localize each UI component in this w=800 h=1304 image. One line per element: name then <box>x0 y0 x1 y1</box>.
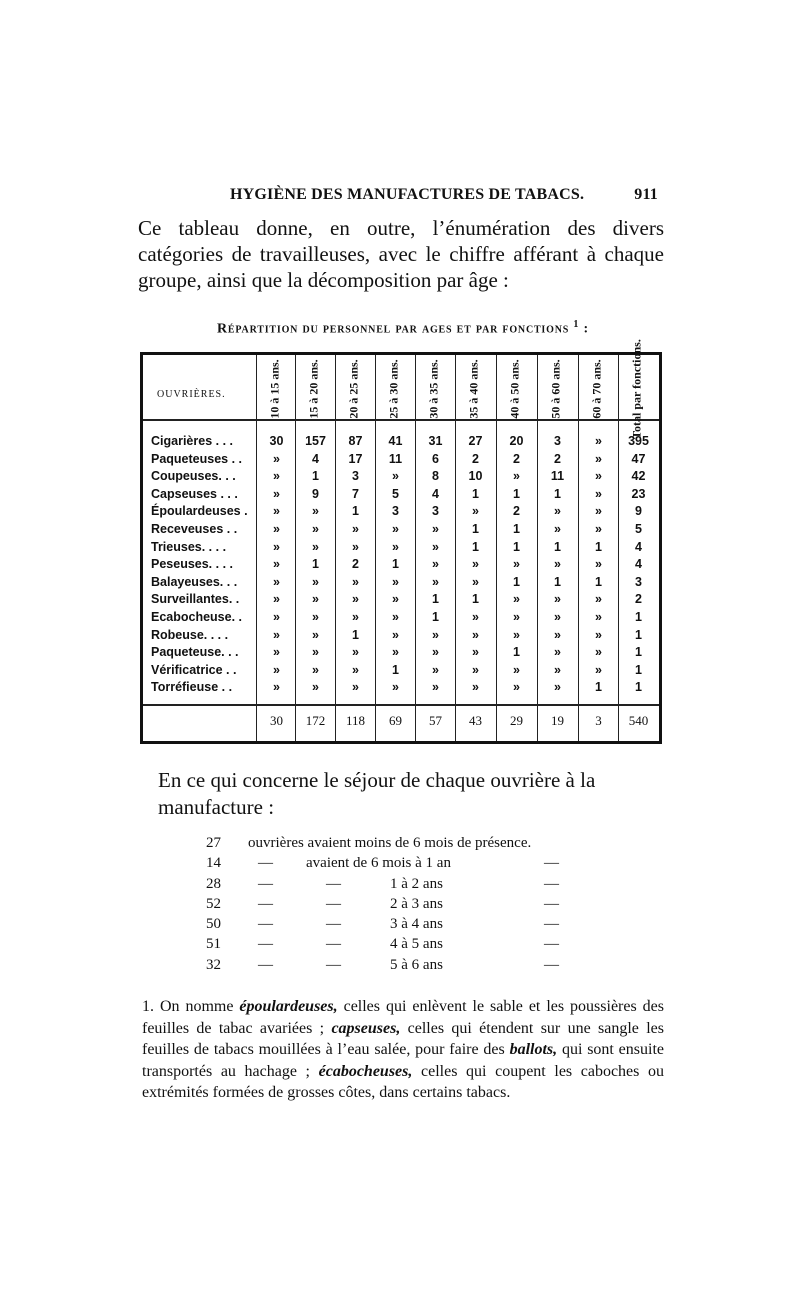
row-name: Cigarières . . . <box>151 434 233 448</box>
row-names <box>151 434 263 698</box>
table-cell: » <box>352 662 359 677</box>
table-cell: 1 <box>472 539 479 554</box>
column-total: 43 <box>469 713 482 728</box>
table-cell: » <box>513 662 520 677</box>
table-cell: » <box>595 451 602 466</box>
column-header <box>538 361 574 417</box>
stay-cell: — <box>544 855 559 872</box>
stay-cell: — <box>258 936 273 953</box>
column-total: 3 <box>595 713 602 728</box>
table-cell: » <box>595 662 602 677</box>
row-name: Ecabocheuse. . <box>151 609 243 624</box>
table-cell: » <box>472 645 479 660</box>
table-cell: » <box>595 504 602 519</box>
table-cell: 2 <box>352 557 359 572</box>
table-cell: » <box>312 592 319 607</box>
table-cell: » <box>432 521 439 536</box>
table-cell: 3 <box>554 434 561 448</box>
table-cell: » <box>513 469 520 484</box>
value-column <box>416 434 455 698</box>
row-name: Balayeuses. . . <box>151 574 238 589</box>
table-cell: » <box>554 645 561 660</box>
table-cell: » <box>273 486 280 501</box>
column-header <box>619 339 655 439</box>
table-cell: » <box>273 609 280 624</box>
row-name: Époulardeuses . <box>151 504 248 519</box>
row-rule <box>143 704 659 706</box>
table-cell: 3 <box>392 504 399 519</box>
stay-cell: ouvrières avaient moins de 6 mois de présence. <box>248 835 532 851</box>
column-header-text: 15 à 20 ans. <box>306 359 321 419</box>
table-cell: 30 <box>269 434 284 448</box>
stay-row <box>206 835 626 855</box>
column-header-text: 20 à 25 ans. <box>346 359 361 419</box>
stay-row <box>206 936 626 956</box>
footnote <box>142 996 664 1104</box>
table-cell: 2 <box>554 451 561 466</box>
table-cell: 9 <box>312 486 319 501</box>
stay-row <box>206 957 626 977</box>
footnote-text: 1. On nomme <box>142 998 240 1015</box>
table-cell: 3 <box>432 504 439 519</box>
column-header-text: 60 à 70 ans. <box>589 359 604 419</box>
table-cell: 2 <box>513 504 520 519</box>
table-cell: 1 <box>513 521 520 536</box>
table-cell: 4 <box>312 451 319 466</box>
table-cell: 7 <box>352 486 359 501</box>
stay-cell: 5 à 6 ans <box>390 956 443 973</box>
stay-row <box>206 896 626 916</box>
footnote-text: celles qui enlèvent le sable et les poussières des feuilles de tabac avariées ; <box>142 998 664 1037</box>
table-cell: » <box>472 662 479 677</box>
footnote-text: celles qui étendent sur une sangle les feuilles de tabacs mouillées à l’eau salée, pour faire des <box>142 1019 664 1058</box>
table-cell: 1 <box>554 539 561 554</box>
footnote-term: époulardeuses, <box>239 998 338 1015</box>
age-distribution-table <box>140 339 662 744</box>
stay-cell: — <box>258 895 273 912</box>
table-cell: » <box>432 627 439 642</box>
table-cell: » <box>513 627 520 642</box>
table-cell: » <box>595 627 602 642</box>
table-cell: 9 <box>635 504 642 519</box>
stay-cell: — <box>544 936 559 953</box>
table-cell: 1 <box>312 557 319 572</box>
table-cell: 1 <box>352 504 359 519</box>
table-cell: » <box>554 662 561 677</box>
row-header-label: OUVRIÈRES. <box>157 389 226 400</box>
table-cell: 1 <box>513 574 520 589</box>
stay-cell: — <box>326 936 341 953</box>
table-cell: » <box>312 539 319 554</box>
table-cell: » <box>595 592 602 607</box>
table-cell: 1 <box>392 557 399 572</box>
stay-cell: 2 à 3 ans <box>390 895 443 912</box>
table-cell: 4 <box>432 486 439 501</box>
table-cell: 8 <box>432 469 439 484</box>
footnote-term: capseuses, <box>331 1019 401 1037</box>
column-total: 69 <box>389 713 402 728</box>
table-cell: 1 <box>513 539 520 554</box>
stay-cell: 52 <box>206 895 221 912</box>
row-name: Paqueteuse. . . <box>151 645 239 660</box>
table-cell: 87 <box>348 434 363 448</box>
table-cell: 42 <box>631 469 646 484</box>
table-cell: » <box>352 609 359 624</box>
intro-paragraph: Ce tableau donne, en outre, l’énumération des divers catégories de travailleuses, avec le chiffre afférant à chaque groupe, ainsi que la décomposition par âge : <box>138 216 664 292</box>
table-cell: 17 <box>348 451 363 466</box>
table-cell: 6 <box>432 451 439 466</box>
value-column <box>296 434 335 698</box>
table-title: Répartition du personnel par ages et par fonctions $^1$ : <box>217 319 589 337</box>
table-cell: » <box>392 521 399 536</box>
table-cell: » <box>392 592 399 607</box>
table-cell: » <box>513 680 520 695</box>
table-cell: » <box>352 592 359 607</box>
table-cell: » <box>273 592 280 607</box>
column-header <box>579 361 615 417</box>
column-header-text: Total par fonctions. <box>629 339 644 439</box>
value-column <box>619 434 658 698</box>
table-cell: 23 <box>631 486 646 501</box>
table-cell: » <box>273 645 280 660</box>
stay-cell: — <box>544 956 559 973</box>
row-name: Receveuses . . <box>151 521 238 536</box>
stay-cell: 3 à 4 ans <box>390 916 443 933</box>
stay-cell: — <box>258 916 273 933</box>
stay-cell: — <box>544 875 559 892</box>
footnote-term: ballots, <box>509 1041 558 1058</box>
table-cell: 1 <box>635 680 642 695</box>
column-header <box>336 361 372 417</box>
column-total: 19 <box>551 713 564 728</box>
table-cell: 11 <box>550 469 565 484</box>
table-cell: 4 <box>635 539 642 554</box>
table-cell: 1 <box>312 469 319 484</box>
table-cell: » <box>392 627 399 642</box>
table-cell: 10 <box>468 469 483 484</box>
table-cell: » <box>392 645 399 660</box>
row-name: Torréfieuse . . <box>151 680 233 695</box>
table-cell: » <box>472 627 479 642</box>
table-cell: » <box>273 451 280 466</box>
table-cell: 395 <box>628 434 649 448</box>
stay-cell: 50 <box>206 916 221 933</box>
table-cell: 1 <box>635 662 642 677</box>
table-cell: » <box>432 574 439 589</box>
stay-cell: 14 <box>206 855 221 872</box>
footnote-mark: 1 <box>573 319 580 330</box>
table-cell: » <box>554 557 561 572</box>
value-column <box>257 434 296 698</box>
table-cell: » <box>273 557 280 572</box>
column-total: 172 <box>305 713 326 728</box>
table-cell: 3 <box>352 469 359 484</box>
value-column <box>376 434 415 698</box>
stay-cell: — <box>326 956 341 973</box>
value-column <box>456 434 495 698</box>
table-cell: » <box>432 680 439 695</box>
table-cell: 1 <box>635 645 642 660</box>
table-cell: 47 <box>631 451 646 466</box>
table-cell: » <box>392 539 399 554</box>
table-cell: » <box>554 680 561 695</box>
table-cell: 157 <box>305 434 326 448</box>
stay-cell: 27 <box>206 835 221 851</box>
table-cell: 1 <box>595 574 602 589</box>
row-rule <box>143 419 659 421</box>
stay-cell: — <box>258 875 273 892</box>
footnote-term: écabocheuses, <box>318 1062 413 1080</box>
table-cell: 31 <box>428 434 443 448</box>
table-cell: » <box>472 609 479 624</box>
table-cell: » <box>432 645 439 660</box>
row-name: Trieuses. . . . <box>151 539 227 554</box>
table-cell: » <box>554 521 561 536</box>
column-total: 118 <box>345 713 366 728</box>
table-cell: » <box>392 680 399 695</box>
footnote-text: qui sont ensuite transportés au hachage ; <box>142 1041 665 1080</box>
table-cell: » <box>595 486 602 501</box>
stay-cell: 32 <box>206 956 221 973</box>
running-head <box>140 186 662 206</box>
table-cell: » <box>595 645 602 660</box>
table-cell: » <box>595 557 602 572</box>
table-cell: 2 <box>472 451 479 466</box>
table-cell: » <box>554 609 561 624</box>
row-name: Vérificatrice . . <box>151 662 237 677</box>
table-cell: » <box>273 574 280 589</box>
stay-cell: — <box>544 916 559 933</box>
footnote-text: celles qui coupent les caboches ou extrémités formées de grosses côtes, dans certains tabacs. <box>142 1062 665 1101</box>
table-cell: 1 <box>392 662 399 677</box>
table-cell: 1 <box>432 609 439 624</box>
column-header <box>456 361 492 417</box>
stay-row <box>206 876 626 896</box>
table-cell: 3 <box>635 574 642 589</box>
table-cell: » <box>312 662 319 677</box>
table-cell: » <box>513 557 520 572</box>
table-cell: 1 <box>472 521 479 536</box>
value-column <box>579 434 618 698</box>
table-cell: » <box>432 539 439 554</box>
column-total: 540 <box>628 713 649 728</box>
table-cell: 1 <box>513 486 520 501</box>
table-cell: » <box>554 592 561 607</box>
table-cell: 41 <box>388 434 403 448</box>
row-name: Robeuse. . . . <box>151 627 229 642</box>
value-column <box>497 434 536 698</box>
row-name: Peseuses. . . . <box>151 557 233 572</box>
table-cell: 1 <box>554 574 561 589</box>
table-cell: » <box>472 557 479 572</box>
row-name: Surveillantes. . <box>151 592 240 607</box>
column-header <box>416 361 452 417</box>
table-cell: » <box>595 521 602 536</box>
column-header <box>257 361 293 417</box>
stay-cell: — <box>258 956 273 973</box>
column-header <box>376 361 412 417</box>
column-header-text: 40 à 50 ans. <box>507 359 522 419</box>
table-cell: » <box>352 521 359 536</box>
table-title-text: Répartition du personnel par ages et par fonctions <box>217 321 570 337</box>
table-cell: 1 <box>554 486 561 501</box>
row-name: Coupeuses. . . <box>151 469 236 484</box>
table-cell: » <box>513 609 520 624</box>
table-cell: » <box>312 627 319 642</box>
row-name: Capseuses . . . <box>151 486 238 501</box>
table-cell: » <box>352 645 359 660</box>
table-cell: » <box>312 609 319 624</box>
table-cell: 1 <box>635 627 642 642</box>
table-cell: » <box>472 574 479 589</box>
table-cell: » <box>595 469 602 484</box>
table-cell: » <box>273 627 280 642</box>
table-cell: » <box>432 662 439 677</box>
table-cell: » <box>312 680 319 695</box>
table-cell: » <box>273 680 280 695</box>
stay-cell: avaient de 6 mois à 1 an <box>306 855 451 872</box>
row-name: Paqueteuses . . <box>151 451 243 466</box>
table-cell: » <box>273 662 280 677</box>
table-cell: » <box>392 574 399 589</box>
value-column <box>538 434 577 698</box>
table-cell: 5 <box>392 486 399 501</box>
table-cell: 1 <box>472 486 479 501</box>
page-number: 911 <box>634 186 658 203</box>
table-cell: » <box>432 557 439 572</box>
table-cell: » <box>273 539 280 554</box>
table-cell: » <box>312 645 319 660</box>
table-cell: 1 <box>472 592 479 607</box>
table-cell: » <box>312 504 319 519</box>
stay-row <box>206 855 626 875</box>
column-header-text: 10 à 15 ans. <box>267 359 282 419</box>
table-cell: » <box>352 574 359 589</box>
stay-cell: — <box>544 895 559 912</box>
column-header-text: 35 à 40 ans. <box>466 359 481 419</box>
table-cell: 1 <box>513 645 520 660</box>
table-cell: 11 <box>388 451 403 466</box>
table-cell: » <box>554 504 561 519</box>
table-cell: 4 <box>635 557 642 572</box>
column-header <box>497 361 533 417</box>
column-header <box>296 361 332 417</box>
value-column <box>336 434 375 698</box>
column-header-text: 30 à 35 ans. <box>426 359 441 419</box>
table-cell: » <box>273 469 280 484</box>
column-header-text: 25 à 30 ans. <box>386 359 401 419</box>
table-cell: » <box>472 504 479 519</box>
table-cell: » <box>352 539 359 554</box>
table-cell: 1 <box>432 592 439 607</box>
running-title: HYGIÈNE DES MANUFACTURES DE TABACS. <box>230 186 585 203</box>
table-cell: » <box>352 680 359 695</box>
column-total: 57 <box>429 713 442 728</box>
stay-cell: — <box>326 916 341 933</box>
stay-cell: — <box>326 875 341 892</box>
table-cell: 2 <box>513 451 520 466</box>
table-cell: 1 <box>595 539 602 554</box>
column-total: 29 <box>510 713 523 728</box>
stay-duration-list <box>206 835 626 977</box>
table-cell: » <box>472 680 479 695</box>
stay-cell: 51 <box>206 936 221 953</box>
stay-cell: — <box>258 855 273 872</box>
stay-paragraph: En ce qui concerne le séjour de chaque ouvrière à la manufacture : <box>158 768 596 819</box>
table-cell: » <box>392 469 399 484</box>
table-cell: 1 <box>595 680 602 695</box>
table-cell: 5 <box>635 521 642 536</box>
stay-cell: 4 à 5 ans <box>390 936 443 953</box>
table-cell: » <box>312 574 319 589</box>
table-cell: » <box>595 434 602 448</box>
table-cell: » <box>273 521 280 536</box>
table-cell: 2 <box>635 592 642 607</box>
stay-row <box>206 916 626 936</box>
table-cell: 27 <box>468 434 483 448</box>
column-header-text: 50 à 60 ans. <box>548 359 563 419</box>
table-cell: » <box>273 504 280 519</box>
table-cell: 1 <box>635 609 642 624</box>
stay-cell: — <box>326 895 341 912</box>
table-cell: 20 <box>509 434 524 448</box>
column-total: 30 <box>270 713 283 728</box>
table-cell: » <box>513 592 520 607</box>
table-cell: » <box>554 627 561 642</box>
table-cell: » <box>312 521 319 536</box>
table-cell: » <box>392 609 399 624</box>
table-cell: » <box>595 609 602 624</box>
stay-cell: 28 <box>206 875 221 892</box>
stay-cell: 1 à 2 ans <box>390 875 443 892</box>
table-cell: 1 <box>352 627 359 642</box>
